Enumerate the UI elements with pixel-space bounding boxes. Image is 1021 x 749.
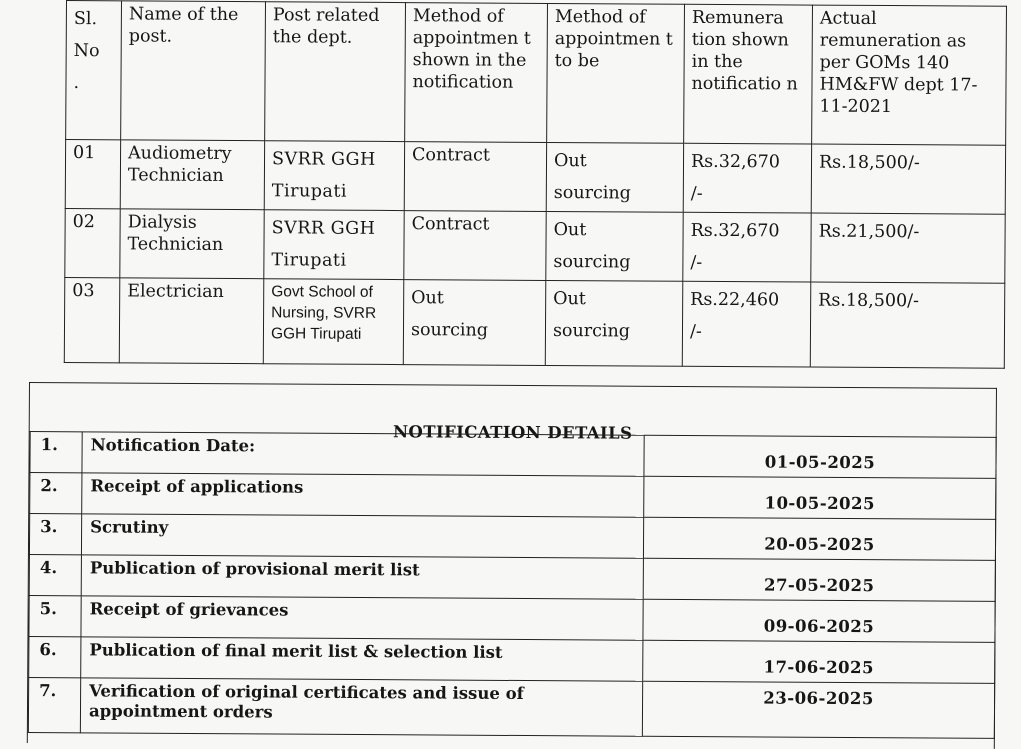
cell-remuneration-notified: Rs.22,460 /- (682, 281, 811, 367)
header-method-notified: Method of appointmen t shown in the notification (405, 3, 548, 143)
posts-table (64, 0, 1007, 369)
item-label: Receipt of applications (82, 473, 644, 517)
item-label: Publication of final merit list & selection list (81, 637, 643, 681)
item-number: 6. (29, 637, 81, 678)
cell-method-to-be: Out sourcing (546, 142, 683, 212)
cell-dept: SVRR GGH Tirupati (264, 210, 404, 280)
cell-sl: 02 (65, 208, 120, 277)
header-actual-remuneration: Actual remuneration as per GOMs 140 HM&FW dept 17-11-2021 (812, 5, 1007, 145)
item-date: 17-06-2025 (643, 640, 995, 683)
table-row (29, 514, 995, 561)
cell-method-notified: Contract (404, 211, 546, 281)
cell-method-notified: Out sourcing (403, 280, 546, 366)
table-row (29, 637, 995, 684)
item-label: Receipt of grievances (81, 596, 643, 640)
cell-actual-remuneration: Rs.18,500/- (810, 282, 1005, 368)
cell-post-name: Audiometry Technician (120, 140, 264, 210)
cell-dept: Govt School of Nursing, SVRR GGH Tirupati (263, 279, 404, 365)
header-post-name: Name of the post. (121, 1, 266, 141)
notification-table (28, 431, 997, 739)
item-number: 4. (29, 555, 81, 596)
cell-remuneration-notified: Rs.32,670 /- (683, 143, 811, 213)
cell-post-name: Electrician (119, 278, 264, 364)
item-number: 5. (29, 596, 81, 637)
item-date: 20-05-2025 (643, 517, 995, 560)
header-sl-no: Sl. No . (66, 1, 122, 140)
cell-sl: 03 (64, 277, 120, 362)
table-row (30, 432, 996, 479)
item-date: 27-05-2025 (643, 558, 995, 601)
table-row (64, 277, 1005, 368)
table-row (29, 555, 995, 602)
cell-post-name: Dialysis Technician (120, 209, 264, 279)
cell-method-to-be: Out sourcing (546, 211, 683, 281)
table-row (65, 140, 1005, 215)
item-number: 1. (30, 432, 82, 473)
item-number: 2. (30, 473, 82, 514)
table-row (28, 678, 994, 739)
item-number: 7. (28, 678, 80, 733)
item-label: Notification Date: (82, 432, 644, 476)
cell-method-to-be: Out sourcing (545, 280, 683, 366)
item-date: 09-06-2025 (643, 599, 995, 642)
item-label: Verification of original certificates and issue of appointment orders (80, 678, 642, 736)
item-label: Publication of provisional merit list (81, 555, 643, 599)
item-label: Scrutiny (81, 514, 643, 558)
posts-header-row (66, 1, 1007, 146)
item-date: 23-06-2025 (642, 681, 994, 738)
item-date: 10-05-2025 (644, 476, 996, 519)
notification-title: NOTIFICATION DETAILS (392, 422, 633, 443)
item-date: 01-05-2025 (644, 435, 996, 478)
table-row (65, 208, 1005, 283)
header-method-to-be: Method of appointmen t to be (547, 3, 685, 143)
notification-details-box (27, 382, 997, 749)
cell-actual-remuneration: Rs.21,500/- (811, 213, 1005, 283)
table-row (30, 473, 996, 520)
cell-method-notified: Contract (404, 142, 546, 212)
cell-actual-remuneration: Rs.18,500/- (811, 144, 1005, 214)
cell-remuneration-notified: Rs.32,670 /- (683, 212, 811, 282)
header-remuneration-notified: Remunera tion shown in the notificatio n (684, 4, 813, 144)
cell-dept: SVRR GGH Tirupati (264, 141, 404, 211)
table-row (29, 596, 995, 643)
item-number: 3. (29, 514, 81, 555)
header-dept: Post related the dept. (265, 2, 406, 142)
cell-sl: 01 (65, 140, 120, 209)
